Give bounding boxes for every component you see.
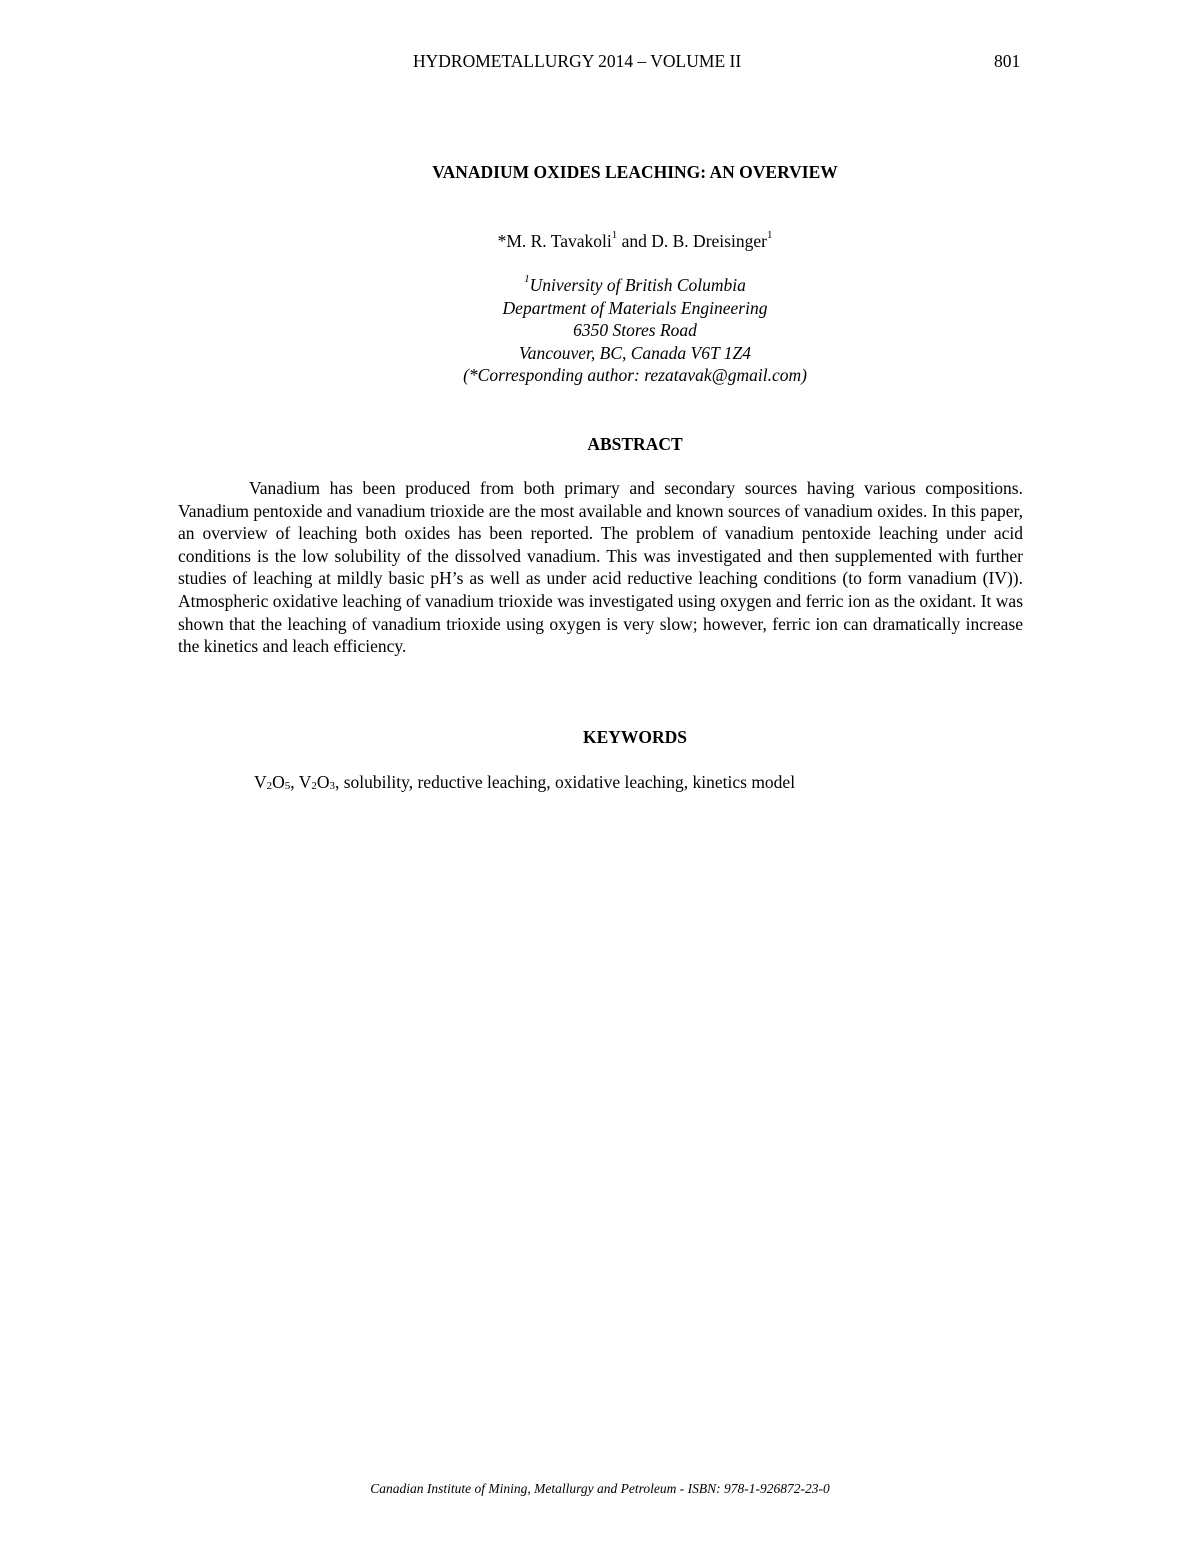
- page-number: 801: [994, 51, 1021, 71]
- corresponding-author: (*Corresponding author: rezatavak@gmail.com): [463, 365, 807, 385]
- paper-title: VANADIUM OXIDES LEACHING: AN OVERVIEW: [432, 162, 838, 182]
- abstract-text: Vanadium has been produced from both primary and secondary sources having various compositions. Vanadium pentoxide and vanadium trioxide are the most available and known sources of vanadium oxides. In this paper, an overview of leaching both oxides has been reported. The problem of vanadium pentoxide leaching under acid conditions is the low solubility of the dissolved vanadium. This was investigated and then supplemented with further studies of leaching at mildly basic pH’s as well as under acid reductive leaching conditions (to form vanadium (IV)). Atmospheric oxidative leaching of vanadium trioxide was investigated using oxygen and ferric ion as the oxidant. It was shown that the leaching of vanadium trioxide using oxygen is very slow; however, ferric ion can dramatically increase the kinetics and leach efficiency.: [178, 478, 1023, 657]
- affiliation-city: Vancouver, BC, Canada V6T 1Z4: [518, 342, 752, 363]
- affiliation-university: $^1$University of British Columbia: [524, 273, 746, 295]
- author-connector: and: [617, 231, 652, 251]
- abstract-heading: ABSTRACT: [587, 434, 683, 454]
- author-name: *M. R. Tavakoli: [497, 231, 612, 251]
- keywords-list: $V_2O_5$, $V_2O_3$, solubility, reductive leaching, oxidative leaching, kinetics model: [254, 772, 796, 792]
- affiliation-marker: 1: [524, 273, 530, 286]
- running-header: [0, 49, 1200, 73]
- keywords-heading: KEYWORDS: [582, 727, 688, 747]
- affiliation-block: [178, 274, 1092, 387]
- affiliation-street: 6350 Stores Road: [573, 320, 697, 340]
- author-line: [178, 229, 1092, 253]
- affiliation-marker: 1: [611, 229, 618, 242]
- author-name: D. B. Dreisinger: [651, 231, 767, 251]
- affiliation-marker: 1: [766, 229, 773, 242]
- affiliation-department: Department of Materials Engineering: [502, 297, 768, 318]
- running-title: HYDROMETALLURGY 2014 – VOLUME II: [413, 51, 742, 71]
- page-footer: Canadian Institute of Mining, Metallurgy and Petroleum - ISBN: 978-1-926872-23-0: [370, 1481, 830, 1496]
